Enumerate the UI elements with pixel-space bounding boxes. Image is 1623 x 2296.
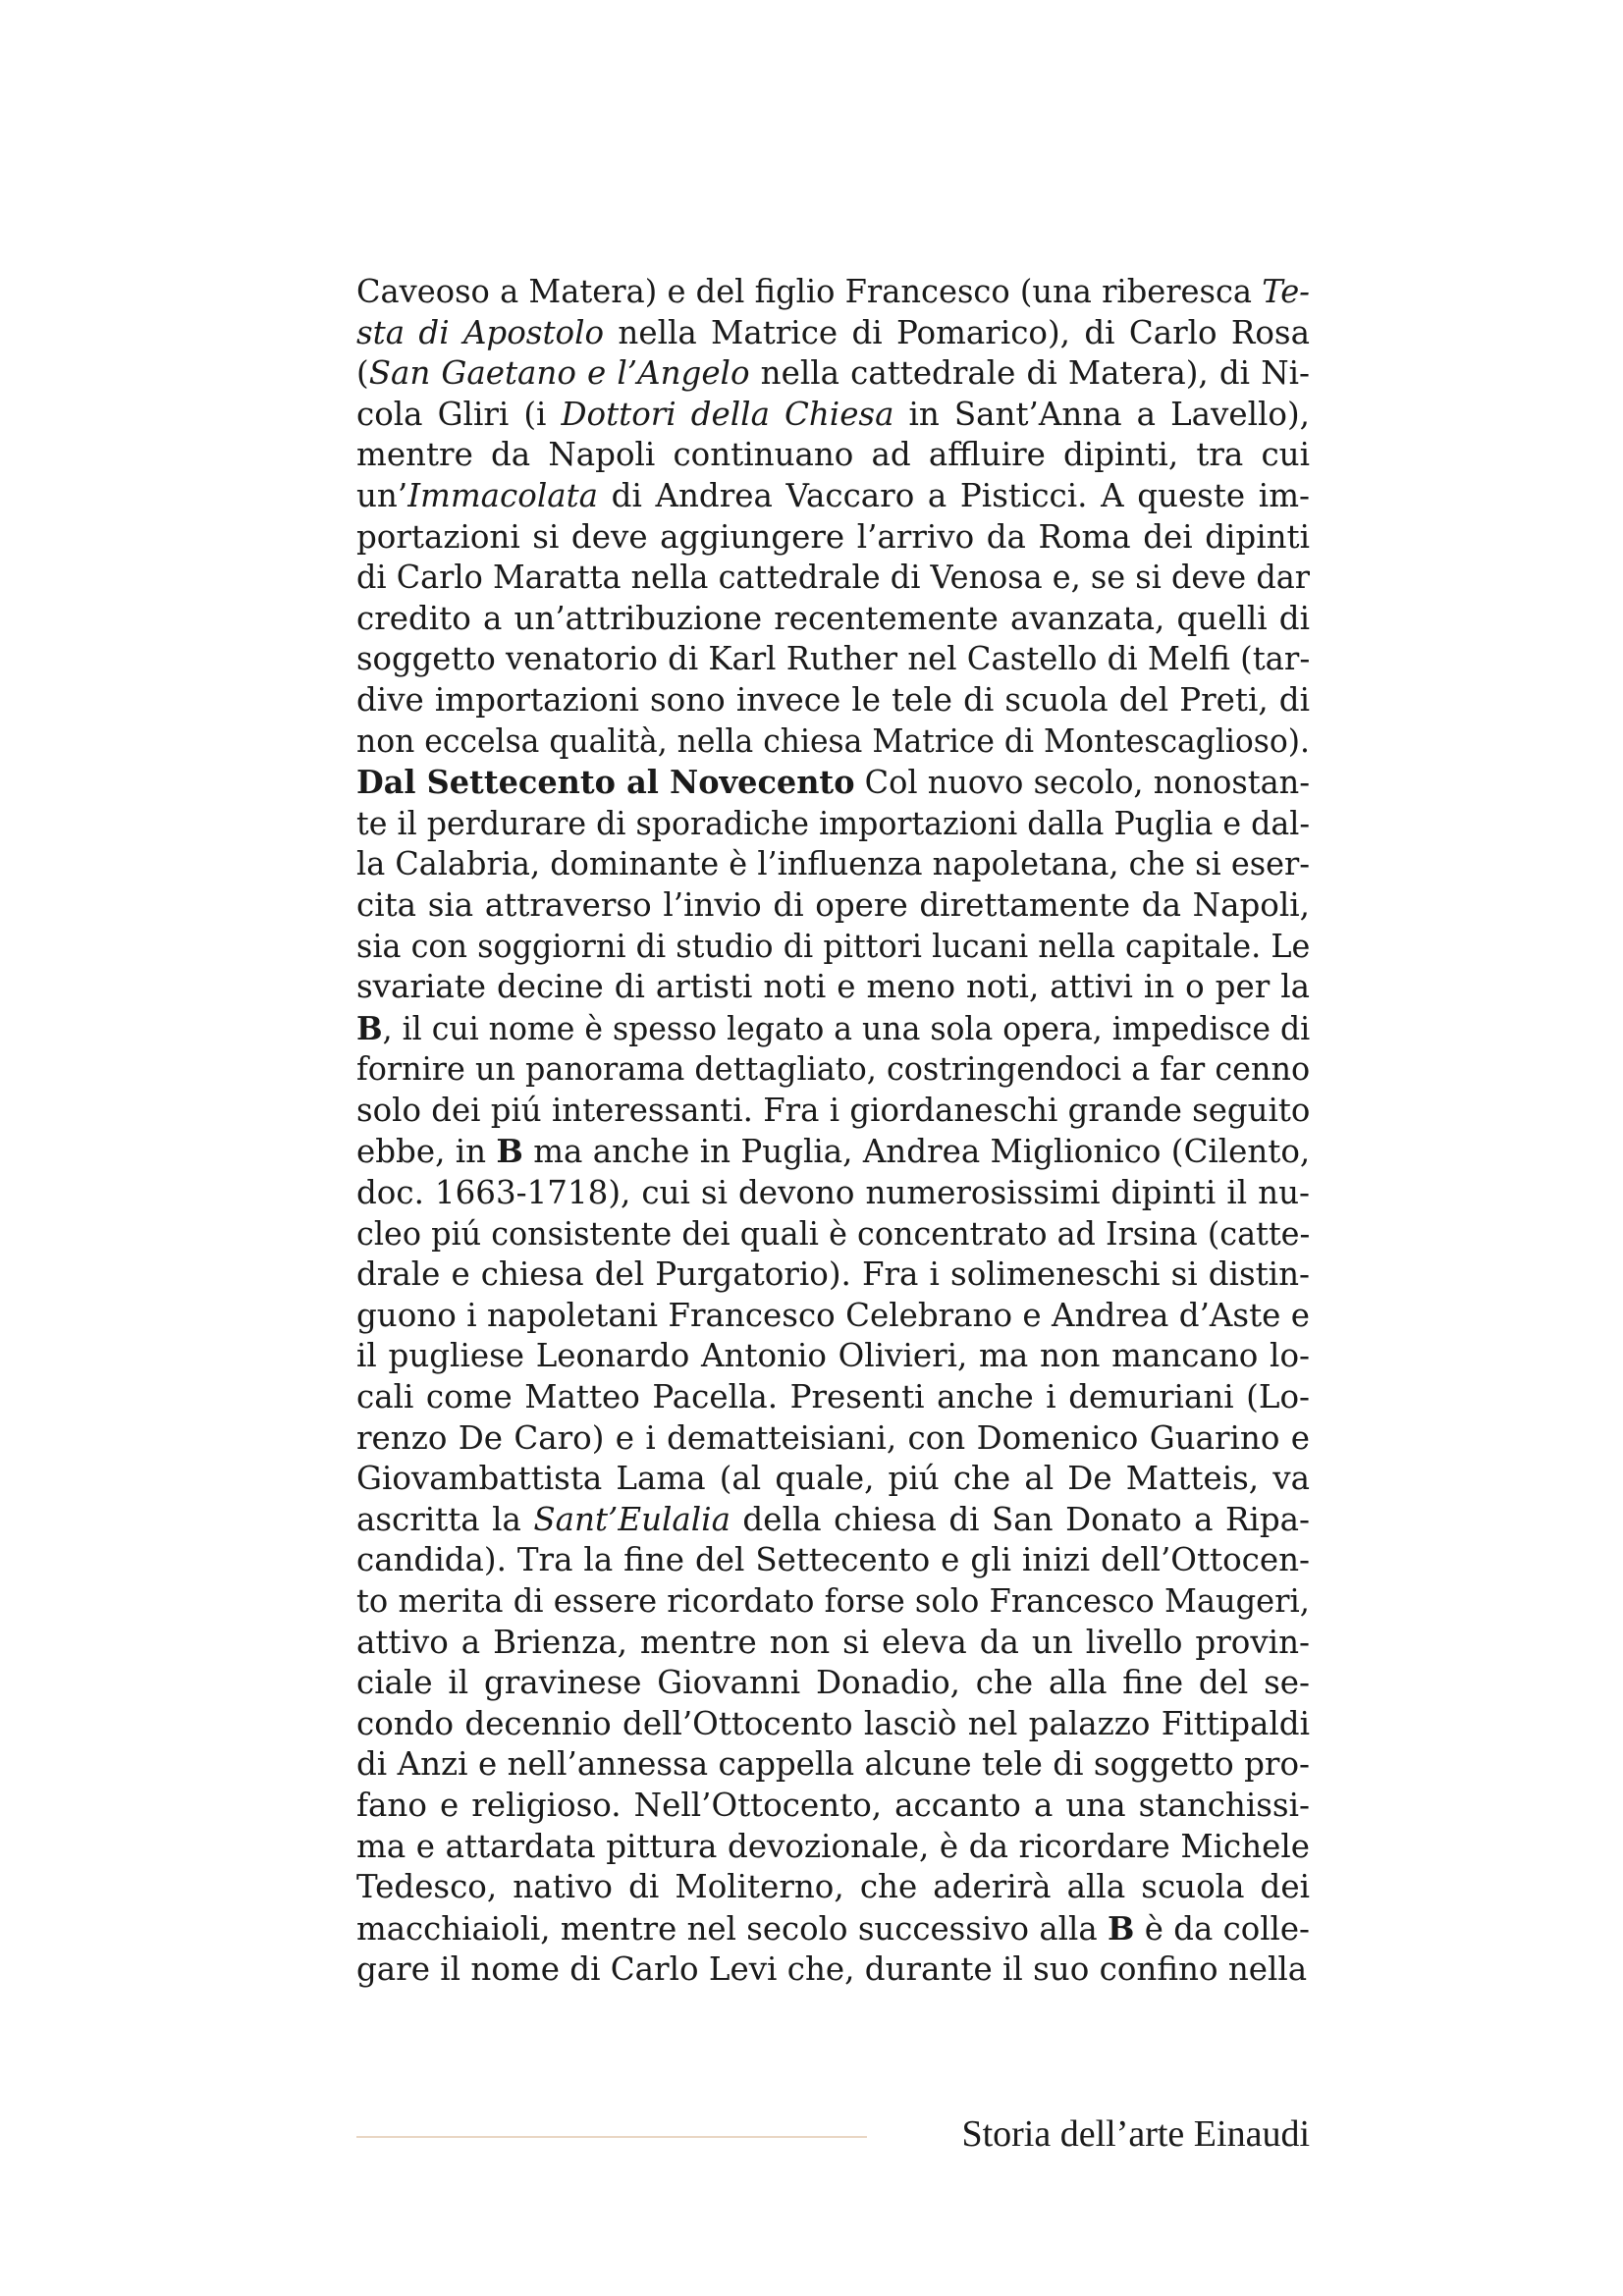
text-line xyxy=(356,1581,1310,1623)
text-run: nella cattedrale di Matera), di Ni- xyxy=(749,354,1311,393)
text-run: gare il nome di Carlo Levi che, durante il suo confino nella xyxy=(356,1950,1308,1989)
body-text xyxy=(356,272,1310,1991)
text-line xyxy=(356,435,1310,476)
text-run: nella Matrice di Pomarico), di Carlo Rosa xyxy=(604,313,1310,351)
text-run: portazioni si deve aggiungere l’arrivo da Roma dei dipinti xyxy=(356,517,1310,556)
text-run: un’ xyxy=(356,476,408,514)
text-run: , il cui nome è spesso legato a una sola opera, impedisce di xyxy=(382,1009,1311,1047)
text-run: ebbe, in xyxy=(356,1133,497,1171)
text-line xyxy=(356,353,1310,395)
text-line xyxy=(356,680,1310,721)
italic-title: San Gaetano e l’Angelo xyxy=(368,354,750,393)
text-run: Tedesco, nativo di Moliterno, che aderirà alla scuola dei xyxy=(356,1868,1310,1906)
italic-title: Immacolata xyxy=(407,476,599,514)
text-run: soggetto venatorio di Karl Ruther nel Castello di Melfi (tar- xyxy=(356,640,1311,678)
text-run: ciale il gravinese Giovanni Donadio, che alla fine del se- xyxy=(356,1664,1310,1702)
text-run: condo decennio dell’Ottocento lasciò nel palazzo Fittipaldi xyxy=(356,1704,1310,1742)
bold-term: B xyxy=(496,1132,523,1171)
text-line xyxy=(356,599,1310,640)
text-line xyxy=(356,395,1310,436)
text-run: attivo a Brienza, mentre non si eleva da un livello provin- xyxy=(356,1623,1310,1661)
text-line xyxy=(356,804,1310,845)
text-line xyxy=(356,1173,1310,1214)
text-line xyxy=(356,844,1310,885)
text-line xyxy=(356,639,1310,680)
text-run: guono i napoletani Francesco Celebrano e Andrea d’Aste e xyxy=(356,1296,1310,1334)
text-run: di Anzi e nell’annessa cappella alcune tele di soggetto pro- xyxy=(356,1745,1310,1784)
text-line xyxy=(356,762,1310,804)
text-run: ascritta la xyxy=(356,1500,534,1538)
text-run: cola Gliri (i xyxy=(356,395,562,433)
text-run: in Sant’Anna a Lavello), xyxy=(893,395,1310,433)
text-run: credito a un’attribuzione recentemente avanzata, quelli di xyxy=(356,599,1310,637)
text-line xyxy=(356,517,1310,559)
text-line xyxy=(356,558,1310,599)
text-run: di Carlo Maratta nella cattedrale di Venosa e, se si deve dar xyxy=(356,559,1310,597)
bold-term: Dal Settecento al Novecento xyxy=(356,763,855,802)
text-line xyxy=(356,1744,1310,1786)
text-run: candida). Tra la fine del Settecento e gli inizi dell’Ottocen- xyxy=(356,1541,1310,1579)
italic-title: Dottori della Chiesa xyxy=(561,395,894,433)
text-line xyxy=(356,1827,1310,1868)
text-line xyxy=(356,272,1310,313)
text-line xyxy=(356,1418,1310,1460)
text-line xyxy=(356,1540,1310,1581)
text-line xyxy=(356,1623,1310,1664)
text-line xyxy=(356,967,1310,1008)
text-line xyxy=(356,476,1310,517)
text-run: ma e attardata pittura devozionale, è da ricordare Michele xyxy=(356,1827,1310,1865)
text-line xyxy=(356,1336,1310,1377)
text-line xyxy=(356,721,1310,763)
italic-title: Te- xyxy=(1262,273,1311,310)
text-run: cleo piú consistente dei quali è concentrato ad Irsina (catte- xyxy=(356,1214,1311,1253)
text-run: cali come Matteo Pacella. Presenti anche i demuriani (Lo- xyxy=(356,1378,1310,1416)
text-line xyxy=(356,1377,1310,1418)
text-line xyxy=(356,1867,1310,1908)
text-run: cita sia attraverso l’invio di opere direttamente da Napoli, xyxy=(356,885,1310,924)
text-line xyxy=(356,313,1310,354)
text-run: fornire un panorama dettagliato, costringendoci a far cenno xyxy=(356,1050,1311,1089)
text-run: di Andrea Vaccaro a Pisticci. A queste im- xyxy=(598,476,1310,514)
text-run: è da colle- xyxy=(1134,1909,1311,1948)
text-line xyxy=(356,1049,1310,1091)
text-run: Caveoso a Matera) e del figlio Francesco (una riberesca xyxy=(356,273,1263,310)
text-run: Giovambattista Lama (al quale, piú che al De Matteis, va xyxy=(356,1460,1310,1498)
text-run: ( xyxy=(356,354,369,393)
text-line xyxy=(356,1296,1310,1337)
italic-title: sta di Apostolo xyxy=(356,313,605,351)
text-line xyxy=(356,1255,1310,1296)
text-run: macchiaioli, mentre nel secolo successivo alla xyxy=(356,1909,1109,1948)
text-line xyxy=(356,1214,1310,1255)
bold-term: B xyxy=(356,1008,383,1047)
footer-rule xyxy=(356,2136,867,2138)
text-run: Col nuovo secolo, nonostan- xyxy=(854,764,1311,802)
text-run: te il perdurare di sporadiche importazioni dalla Puglia e dal- xyxy=(356,804,1311,842)
text-line xyxy=(356,1663,1310,1704)
text-run: doc. 1663-1718), cui si devono numerosissimi dipinti il nu- xyxy=(356,1174,1310,1212)
text-line xyxy=(356,1091,1310,1132)
text-line xyxy=(356,927,1310,968)
text-run: della chiesa di San Donato a Ripa- xyxy=(730,1500,1310,1538)
text-run: svariate decine di artisti noti e meno noti, attivi in o per la xyxy=(356,968,1310,1006)
text-line xyxy=(356,1949,1310,1991)
footer-title: Storia dell’arte Einaudi xyxy=(961,2113,1310,2155)
text-run: renzo De Caro) e i dematteisiani, con Domenico Guarino e xyxy=(356,1418,1310,1457)
text-run: solo dei piú interessanti. Fra i giordaneschi grande seguito xyxy=(356,1091,1311,1129)
text-run: dive importazioni sono invece le tele di scuola del Preti, di xyxy=(356,680,1310,719)
text-line xyxy=(356,1008,1310,1050)
text-run: to merita di essere ricordato forse solo Francesco Maugeri, xyxy=(356,1582,1311,1620)
text-run: fano e religioso. Nell’Ottocento, accanto a una stanchissi- xyxy=(356,1786,1310,1824)
text-run: non eccelsa qualità, nella chiesa Matrice di Montescaglioso). xyxy=(356,721,1310,760)
bold-term: B xyxy=(1108,1908,1135,1948)
text-run: sia con soggiorni di studio di pittori lucani nella capitale. Le xyxy=(356,927,1311,965)
text-line xyxy=(356,1500,1310,1541)
text-run: drale e chiesa del Purgatorio). Fra i solimeneschi si distin- xyxy=(356,1255,1310,1294)
text-run: la Calabria, dominante è l’influenza napoletana, che si eser- xyxy=(356,845,1311,883)
italic-title: Sant’Eulalia xyxy=(533,1500,730,1538)
text-line xyxy=(356,885,1310,927)
text-line xyxy=(356,1908,1310,1950)
text-line xyxy=(356,1131,1310,1173)
text-run: il pugliese Leonardo Antonio Olivieri, ma non mancano lo- xyxy=(356,1337,1310,1375)
text-line xyxy=(356,1459,1310,1500)
text-line xyxy=(356,1786,1310,1827)
text-line xyxy=(356,1704,1310,1745)
text-run: mentre da Napoli continuano ad affluire dipinti, tra cui xyxy=(356,436,1310,474)
text-run: ma anche in Puglia, Andrea Miglionico (Cilento, xyxy=(522,1133,1311,1171)
